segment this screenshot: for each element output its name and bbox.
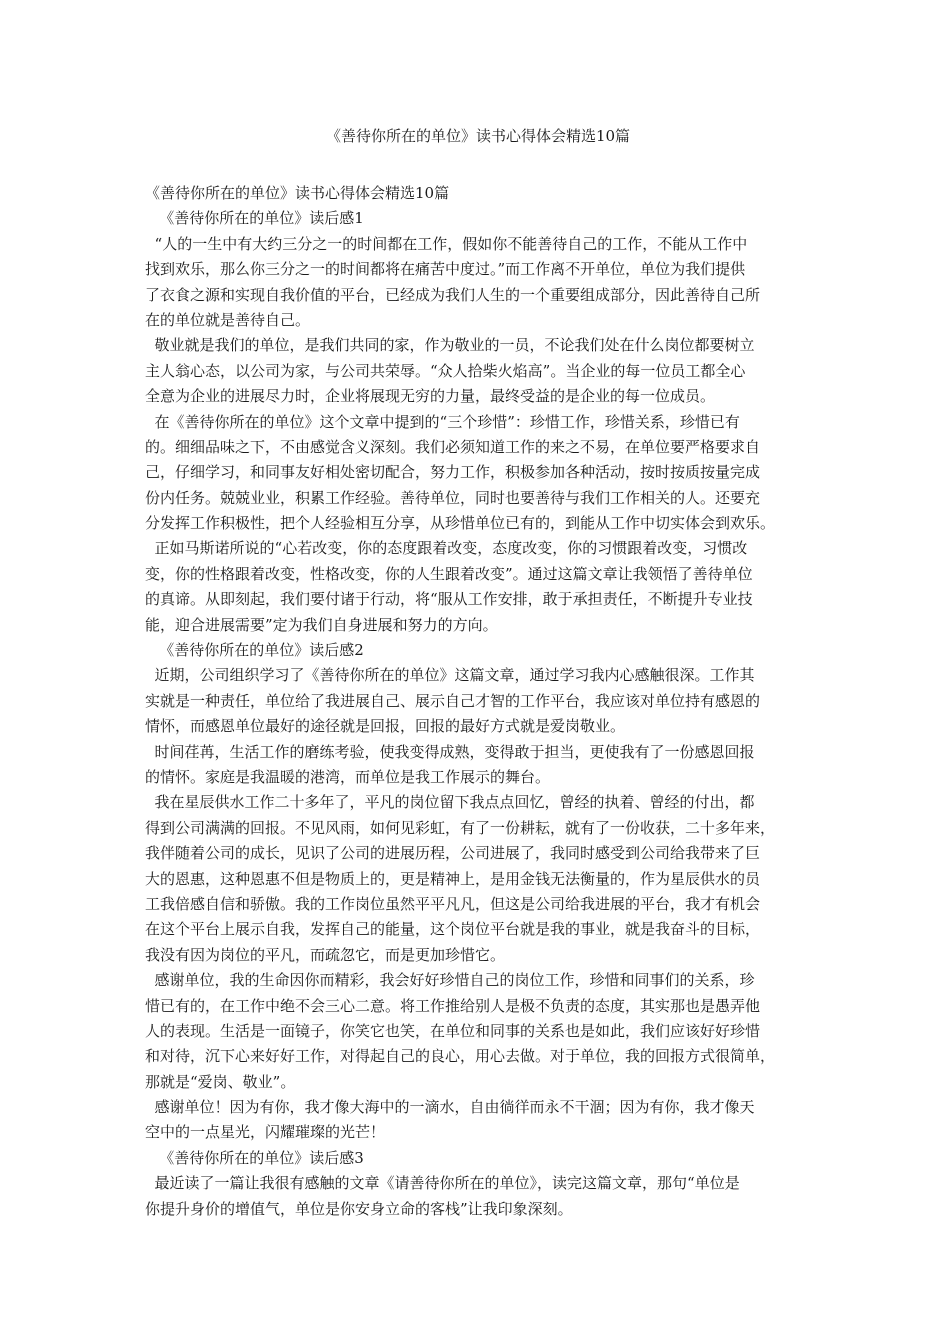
text-line: 分发挥工作积极性，把个人经验相互分享，从珍惜单位已有的，到能从工作中切实体会到欢乐。 xyxy=(145,514,776,533)
text-line: 和对待，沉下心来好好工作，对得起自己的良心，用心去做。对于单位，我的回报方式很简单， xyxy=(145,1047,776,1066)
text-line: 实就是一种责任，单位给了我进展自己、展示自己才智的工作平台，我应该对单位持有感恩的 xyxy=(145,691,761,710)
text-line: 《善待你所在的单位》读后感2 xyxy=(145,641,364,660)
text-line: 感谢单位，我的生命因你而精彩，我会好好珍惜自己的岗位工作，珍惜和同事们的关系，珍 xyxy=(145,971,755,990)
text-line: 我没有因为岗位的平凡，而疏忽它，而是更加珍惜它。 xyxy=(145,945,506,964)
text-line: 能，迎合进展需要”定为我们自身进展和努力的方向。 xyxy=(145,615,498,634)
text-line: “人的一生中有大约三分之一的时间都在工作，假如你不能善待自己的工作，不能从工作中 xyxy=(145,234,748,253)
text-line: 变，你的性格跟着改变，性格改变，你的人生跟着改变”。通过这篇文章让我领悟了善待单位 xyxy=(145,564,753,583)
text-line: 正如马斯诺所说的“心若改变，你的态度跟着改变，态度改变，你的习惯跟着改变，习惯改 xyxy=(145,539,748,558)
text-line: 情怀，而感恩单位最好的途径就是回报，回报的最好方式就是爱岗敬业。 xyxy=(145,717,626,736)
text-line: 在的单位就是善待自己。 xyxy=(145,310,311,329)
text-line: 那就是“爱岗、敬业”。 xyxy=(145,1072,296,1091)
text-line: 惜已有的，在工作中绝不会三心二意。将工作推给别人是极不负责的态度，其实那也是愚弄他 xyxy=(145,996,761,1015)
text-line: 《善待你所在的单位》读后感1 xyxy=(145,209,364,228)
text-line: 最近读了一篇让我很有感触的文章《请善待你所在的单位》，读完这篇文章，那句“单位是 xyxy=(145,1174,740,1193)
text-line: 己，仔细学习，和同事友好相处密切配合，努力工作，积极参加各种活动，按时按质按量完成 xyxy=(145,463,761,482)
text-line: 在《善待你所在的单位》这个文章中提到的“三个珍惜”：珍惜工作，珍惜关系，珍惜已有 xyxy=(145,412,740,431)
text-line: 《善待你所在的单位》读书心得体会精选10篇 xyxy=(145,184,450,202)
text-line: 的情怀。家庭是我温暖的港湾，而单位是我工作展示的舞台。 xyxy=(145,767,551,786)
text-line: 的。细细品味之下，不由感觉含义深刻。我们必须知道工作的来之不易，在单位要严格要求自 xyxy=(145,437,761,456)
text-line: 找到欢乐，那么你三分之一的时间都将在痛苦中度过。”而工作离不开单位，单位为我们提供 xyxy=(145,260,746,279)
text-line: 的真谛。从即刻起，我们要付诸于行动，将“服从工作安排，敢于承担责任，不断提升专业技 xyxy=(145,590,753,609)
text-line: 大的恩惠，这种恩惠不但是物质上的，更是精神上，是用金钱无法衡量的，作为星辰供水的员 xyxy=(145,869,761,888)
text-line: 了衣食之源和实现自我价值的平台，已经成为我们人生的一个重要组成部分，因此善待自己所 xyxy=(145,285,761,304)
text-line: 感谢单位！因为有你，我才像大海中的一滴水，自由徜徉而永不干涸；因为有你，我才像天 xyxy=(145,1098,755,1117)
text-line: 时间荏苒，生活工作的磨练考验，使我变得成熟，变得敢于担当，更使我有了一份感恩回报 xyxy=(145,742,755,761)
text-line: 空中的一点星光，闪耀璀璨的光芒！ xyxy=(145,1123,386,1142)
text-line: 人的表现。生活是一面镜子，你笑它也笑，在单位和同事的关系也是如此，我们应该好好珍惜 xyxy=(145,1021,761,1040)
text-line: 近期，公司组织学习了《善待你所在的单位》这篇文章，通过学习我内心感触很深。工作其 xyxy=(145,666,755,685)
text-line: 得到公司满满的回报。不见风雨，如何见彩虹，有了一份耕耘，就有了一份收获，二十多年来， xyxy=(145,818,776,837)
text-line: 我伴随着公司的成长，见识了公司的进展历程，公司进展了，我同时感受到公司给我带来了巨 xyxy=(145,844,761,863)
text-line: 在这个平台上展示自我，发挥自己的能量，这个岗位平台就是我的事业，就是我奋斗的目标， xyxy=(145,920,761,939)
text-line: 份内任务。兢兢业业，积累工作经验。善待单位，同时也要善待与我们工作相关的人。还要充 xyxy=(145,488,761,507)
text-line: 《善待你所在的单位》读后感3 xyxy=(145,1148,364,1167)
document-body xyxy=(145,181,811,1222)
text-line: 我在星辰供水工作二十多年了，平凡的岗位留下我点点回忆，曾经的执着、曾经的付出，都 xyxy=(145,793,755,812)
text-line: 你提升身价的增值气，单位是你安身立命的客栈”让我印象深刻。 xyxy=(145,1199,573,1218)
text-line: 工我倍感自信和骄傲。我的工作岗位虽然平平凡凡，但这是公司给我进展的平台，我才有机会 xyxy=(145,894,761,913)
text-line: 全意为企业的进展尽力时，企业将展现无穷的力量，最终受益的是企业的每一位成员。 xyxy=(145,387,716,406)
text-line: 敬业就是我们的单位，是我们共同的家，作为敬业的一员，不论我们处在什么岗位都要树立 xyxy=(145,336,755,355)
text-line: 主人翁心态，以公司为家，与公司共荣辱。“众人拾柴火焰高”。当企业的每一位员工都全心 xyxy=(145,361,746,380)
document-title: 《善待你所在的单位》读书心得体会精选10篇 xyxy=(325,127,631,145)
